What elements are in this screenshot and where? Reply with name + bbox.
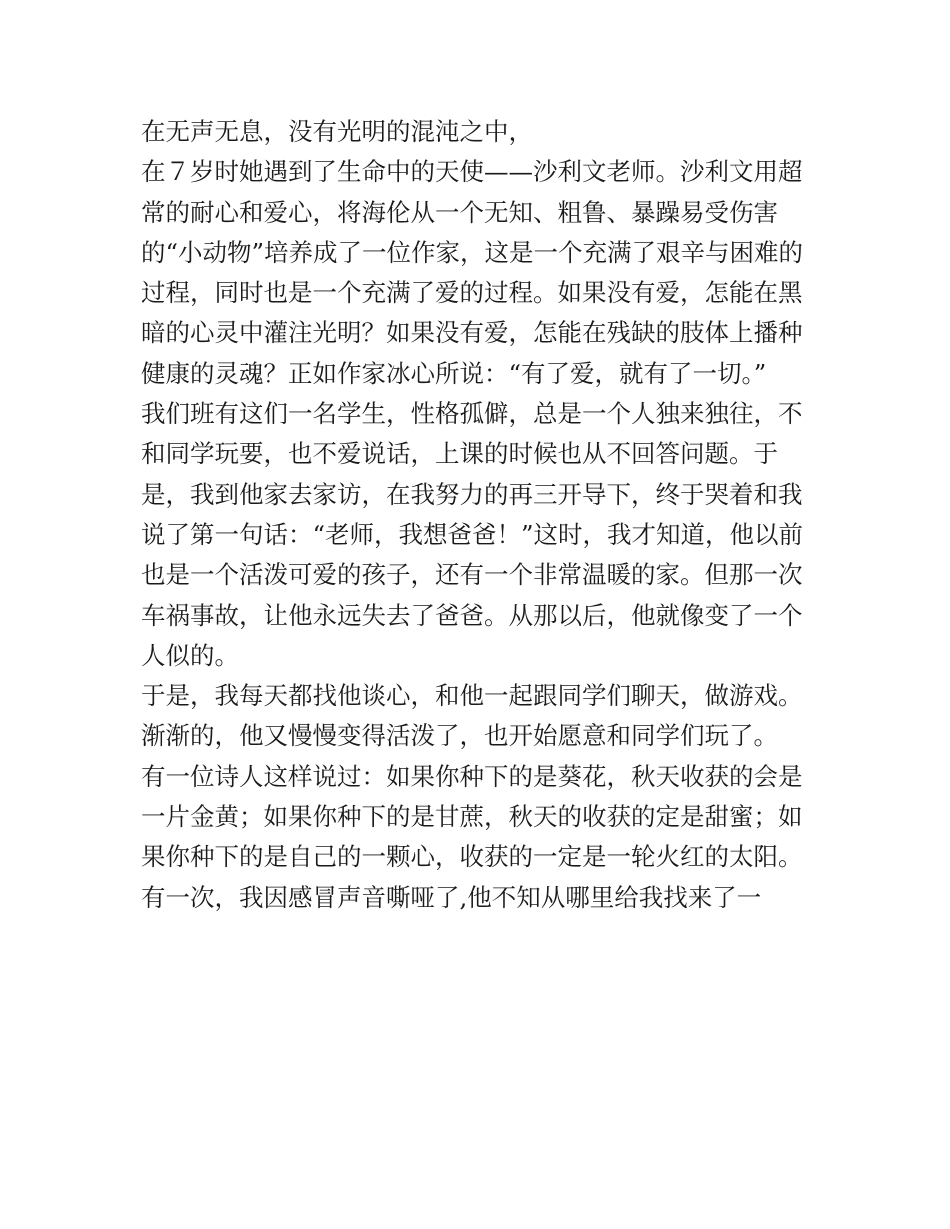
text-line: 一片金黄；如果你种下的是甘蔗，秋天的收获的定是甜蜜；如 [141,802,803,832]
text-line: 渐渐的，他又慢慢变得活泼了，也开始愿意和同学们玩了。 [141,721,778,751]
text-line: 也是一个活泼可爱的孩子，还有一个非常温暖的家。但那一次 [141,560,803,590]
text-line: 于是，我每天都找他谈心，和他一起跟同学们聊天，做游戏。 [141,681,803,711]
text-line: 在无声无息，没有光明的混沌之中， [141,117,533,146]
text-line: 是，我到他家去家访，在我努力的再三开导下，终于哭着和我 [141,479,803,509]
text-line: 我们班有这们一名学生，性格孤僻，总是一个人独来独往，不 [141,399,803,429]
text-line: 和同学玩要，也不爱说话，上课的时候也从不回答问题。于 [141,439,778,469]
text-line: 常的耐心和爱心，将海伦从一个无知、粗鲁、暴躁易受伤害 [141,197,778,227]
text-line: 健康的灵魂？正如作家冰心所说：“有了爱，就有了一切。” [141,358,767,388]
text-line: 有一次，我因感冒声音嘶哑了,他不知从哪里给我找来了一 [141,882,762,912]
body-text [141,112,821,918]
text-line: 的“小动物”培养成了一位作家，这是一个充满了艰辛与困难的 [141,237,804,267]
text-line: 过程，同时也是一个充满了爱的过程。如果没有爱，怎能在黑 [141,278,803,308]
text-line: 在７岁时她遇到了生命中的天使——沙利文老师。沙利文用超 [141,157,803,187]
text-line: 说了第一句话：“老师，我想爸爸！”这时，我才知道，他以前 [141,519,804,549]
text-line: 人似的。 [141,640,239,670]
text-line: 果你种下的是自己的一颗心，收获的一定是一轮火红的太阳。 [141,842,803,872]
text-line: 有一位诗人这样说过：如果你种下的是葵花，秋天收获的会是 [141,761,803,791]
text-line: 车祸事故，让他永远失去了爸爸。从那以后，他就像变了一个 [141,600,803,630]
text-line: 暗的心灵中灌注光明？如果没有爱，怎能在残缺的肢体上播种 [141,318,803,348]
